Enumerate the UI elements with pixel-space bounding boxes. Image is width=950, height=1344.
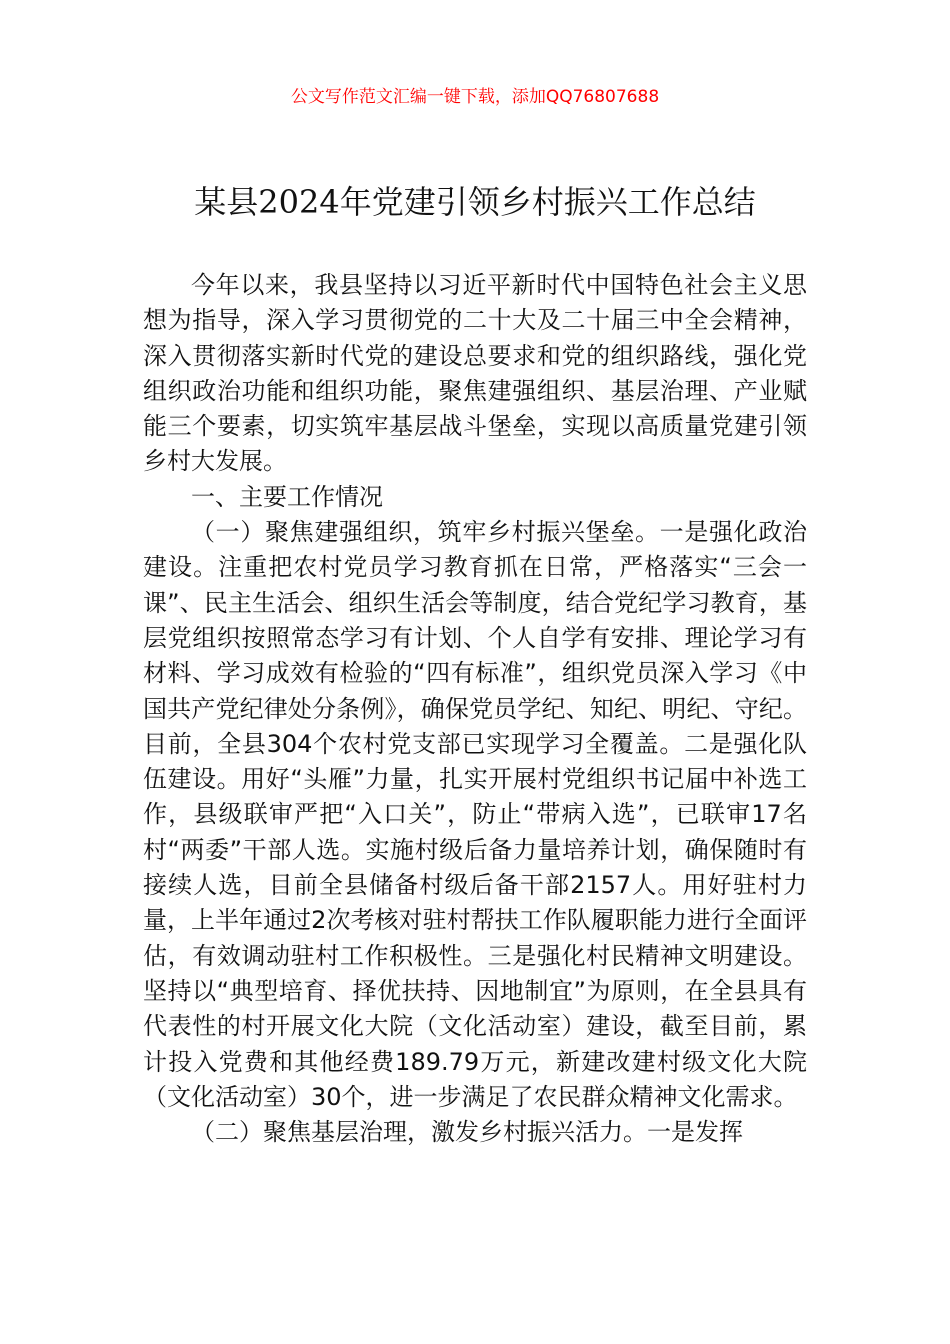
download-notice: 公文写作范文汇编一键下载，添加QQ76807688 <box>290 87 660 107</box>
section-2-paragraph: （二）聚焦基层治理，激发乡村振兴活力。一是发挥 <box>191 1118 743 1147</box>
document-title: 某县2024年党建引领乡村振兴工作总结 <box>194 183 756 221</box>
section-heading: 一、主要工作情况 <box>191 482 383 511</box>
document-body <box>143 268 807 1150</box>
section-1-paragraph: （一）聚焦建强组织，筑牢乡村振兴堡垒。一是强化政治建设。注重把农村党员学习教育抓在日常，严格落实“三会一课”、民主生活会、组织生活会等制度，结合党纪学习教育，基层党组织按照常态学习有计划、个人自学有安排、理论学习有材料、学习成效有检验的“四有标准”，组织党员深入学习《中国共产党纪律处分条例》，确保党员学纪、知纪、明纪、守纪。目前，全县304个农村党支部已实现学习全覆盖。二是强化队伍建设。用好“头雁”力量，扎实开展村党组织书记届中补选工作，县级联审严把“入口关”，防止“带病入选”，已联审17名村“两委”干部人选。实施村级后备力量培养计划，确保随时有接续人选，目前全县储备村级后备干部2157人。用好驻村力量，上半年通过2次考核对驻村帮扶工作队履职能力进行全面评估，有效调动驻村工作积极性。三是强化村民精神文明建设。坚持以“典型培育、择优扶持、因地制宜”为原则，在全县具有代表性的村开展文化大院（文化活动室）建设，截至目前，累计投入党费和其他经费189.79万元，新建改建村级文化大院（文化活动室）30个，进一步满足了农民群众精神文化需求。 <box>143 518 807 1111</box>
intro-paragraph: 今年以来，我县坚持以习近平新时代中国特色社会主义思想为指导，深入学习贯彻党的二十大及二十届三中全会精神，深入贯彻落实新时代党的建设总要求和党的组织路线，强化党组织政治功能和组织功能，聚焦建强组织、基层治理、产业赋能三个要素，切实筑牢基层战斗堡垒，实现以高质量党建引领乡村大发展。 <box>143 271 807 476</box>
